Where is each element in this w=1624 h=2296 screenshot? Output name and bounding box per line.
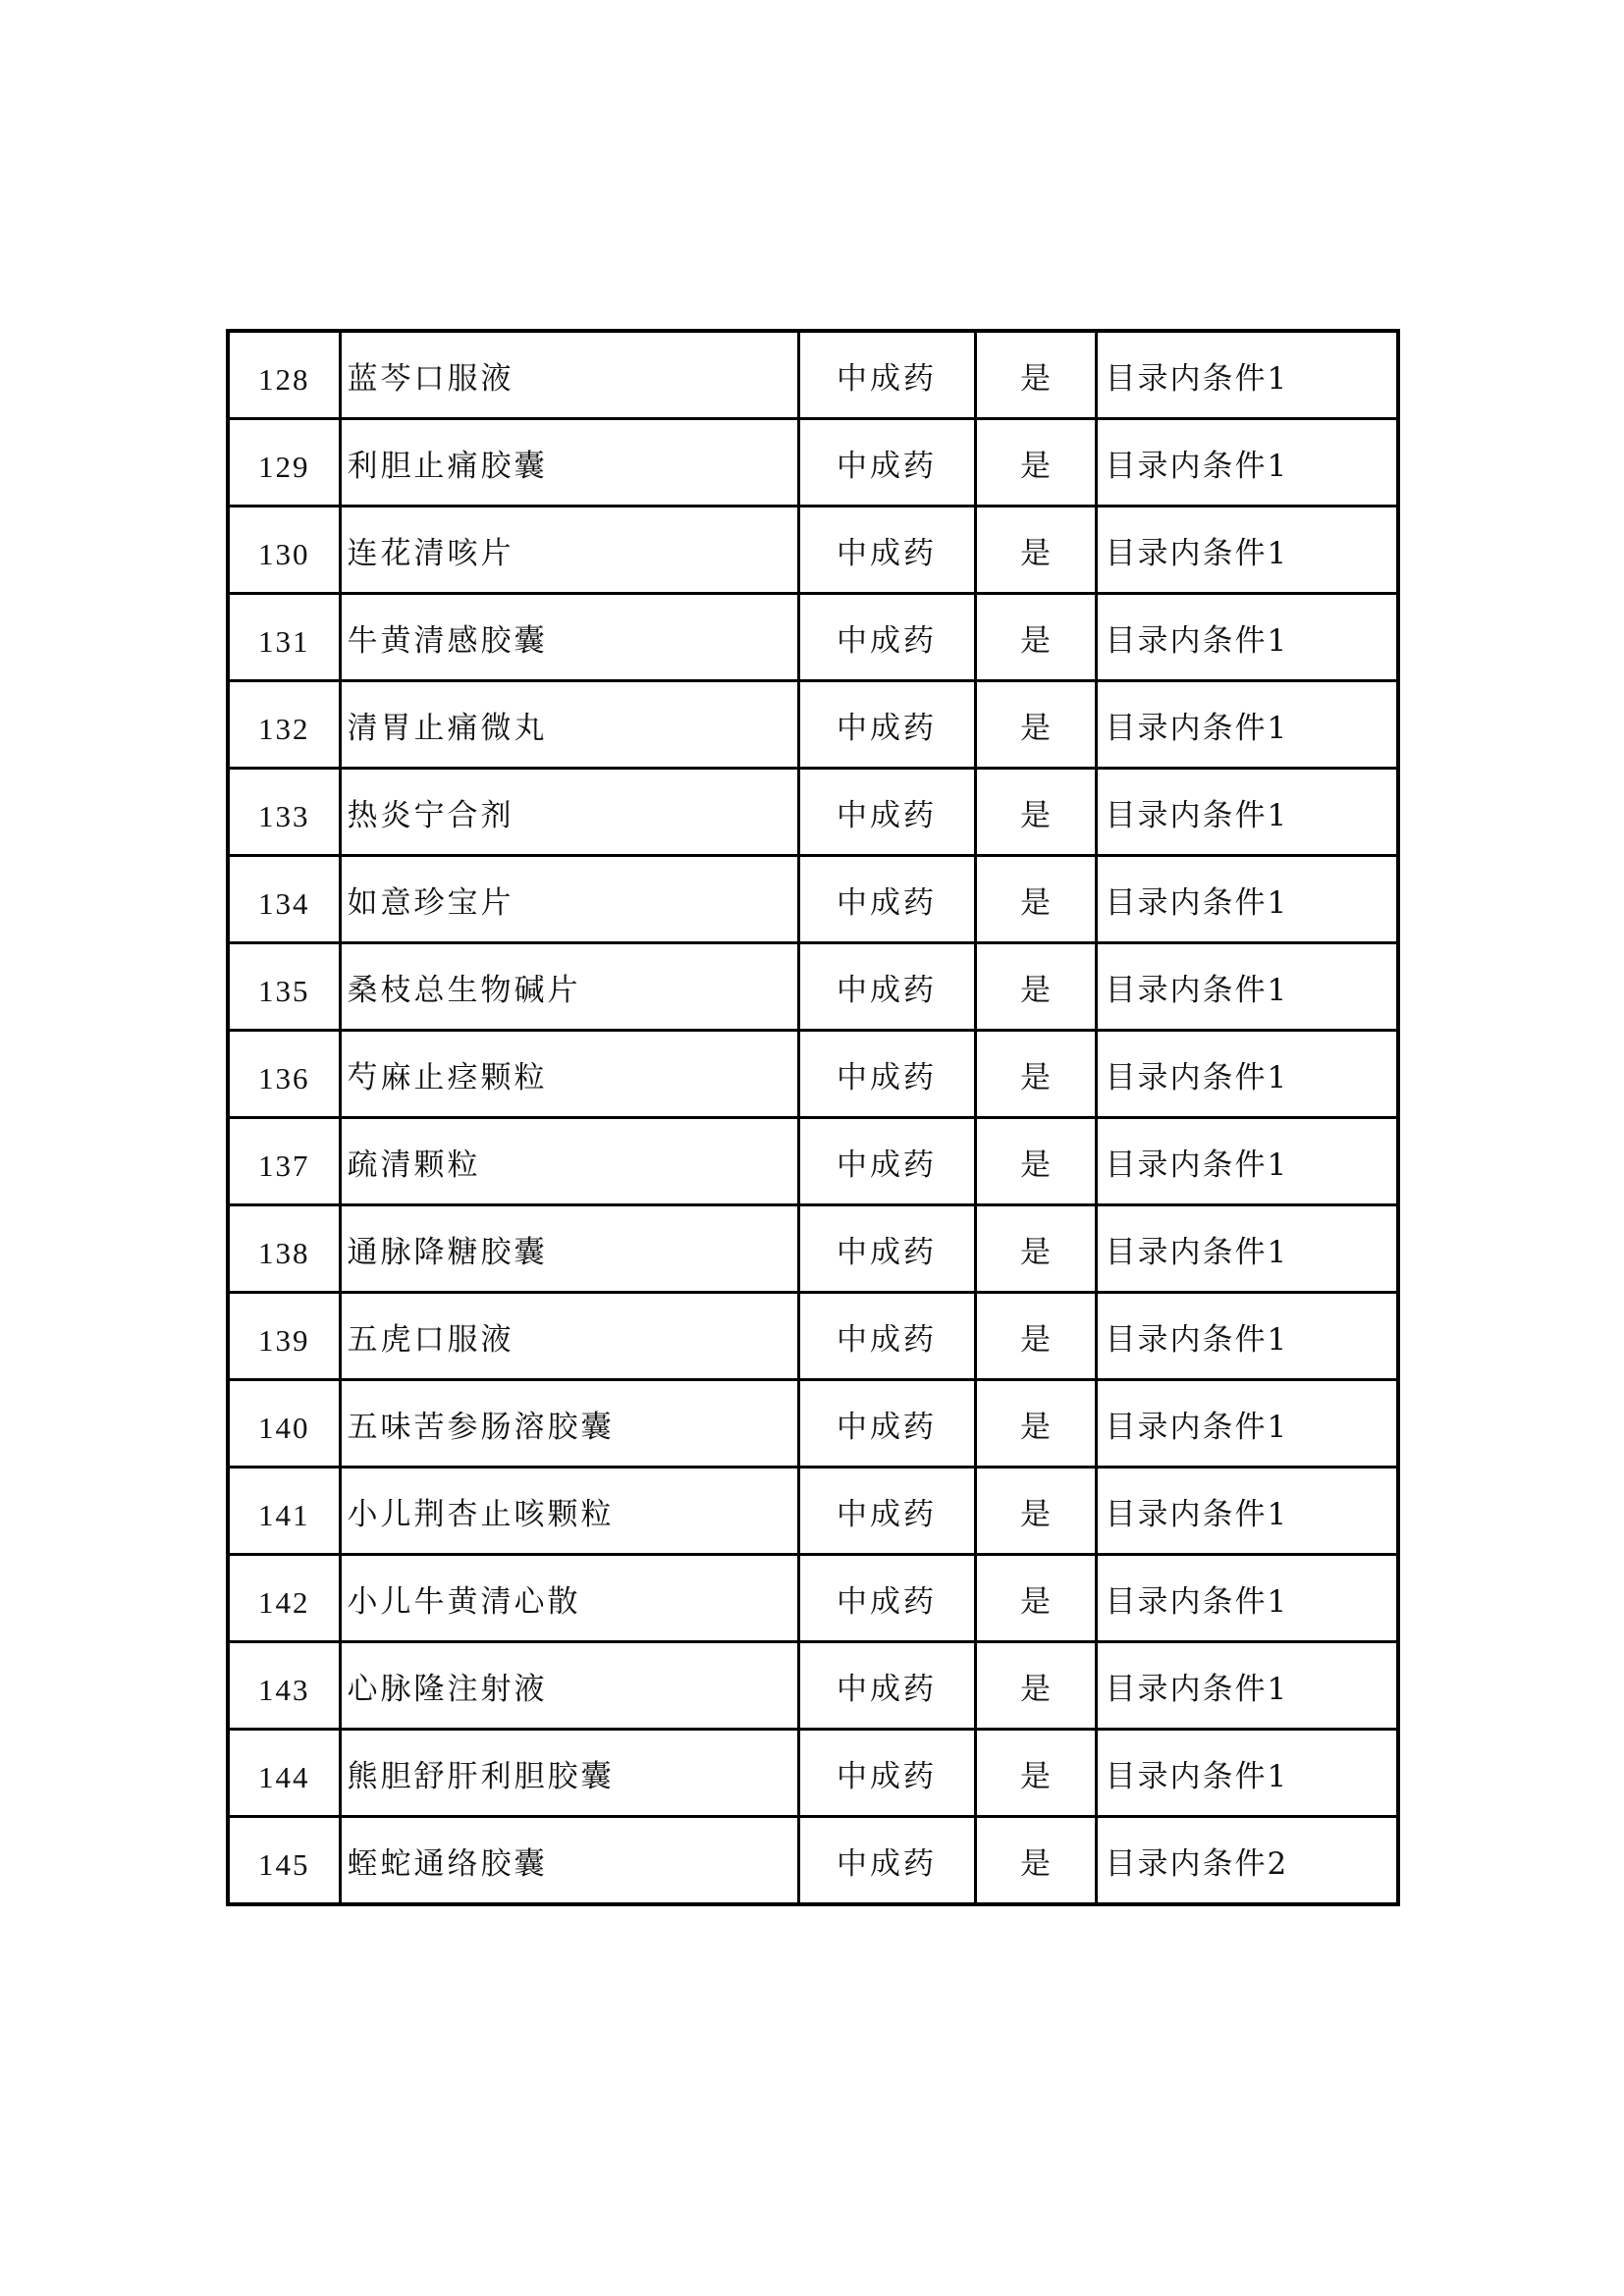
flag-value: 是 (1020, 972, 1051, 1008)
drug-type-cell (798, 856, 975, 943)
drug-type: 中成药 (837, 1321, 937, 1358)
row-number-cell (228, 1730, 340, 1817)
row-number: 145 (258, 1846, 310, 1882)
drug-name-cell (340, 1730, 798, 1817)
drug-type-cell (798, 1468, 975, 1555)
drug-type-cell (798, 419, 975, 507)
table-row (228, 1293, 1398, 1380)
condition-value: 目录内条件1 (1105, 1496, 1289, 1532)
drug-name-cell (340, 1642, 798, 1730)
row-number-cell (228, 331, 340, 419)
drug-type: 中成药 (837, 1845, 937, 1882)
drug-name: 连花清咳片 (347, 535, 514, 571)
row-number-cell (228, 856, 340, 943)
drug-type-cell (798, 943, 975, 1031)
row-number: 133 (258, 798, 310, 833)
drug-type-cell (798, 769, 975, 856)
condition-cell (1096, 681, 1398, 769)
table-row (228, 1031, 1398, 1118)
drug-type: 中成药 (837, 1234, 937, 1270)
drug-type-cell (798, 1817, 975, 1905)
flag-cell (975, 681, 1096, 769)
row-number: 129 (258, 449, 310, 484)
row-number: 143 (258, 1672, 310, 1707)
table-row (228, 943, 1398, 1031)
row-number-cell (228, 1205, 340, 1293)
flag-cell (975, 1642, 1096, 1730)
drug-name-cell (340, 856, 798, 943)
condition-cell (1096, 943, 1398, 1031)
row-number: 139 (258, 1322, 310, 1358)
row-number-cell (228, 769, 340, 856)
drug-name: 牛黄清感胶囊 (347, 622, 548, 659)
flag-cell (975, 1817, 1096, 1905)
table-row (228, 331, 1398, 419)
condition-value: 目录内条件1 (1105, 622, 1289, 659)
flag-value: 是 (1020, 1845, 1051, 1882)
table-row (228, 419, 1398, 507)
condition-cell (1096, 1380, 1398, 1468)
flag-value: 是 (1020, 710, 1051, 746)
drug-name: 熊胆舒肝利胆胶囊 (347, 1758, 615, 1794)
table-row (228, 594, 1398, 681)
drug-name-cell (340, 1293, 798, 1380)
condition-cell (1096, 594, 1398, 681)
table-row (228, 1817, 1398, 1905)
flag-value: 是 (1020, 1234, 1051, 1270)
drug-type: 中成药 (837, 448, 937, 484)
drug-name-cell (340, 331, 798, 419)
drug-name-cell (340, 594, 798, 681)
condition-value: 目录内条件1 (1105, 972, 1289, 1008)
condition-cell (1096, 769, 1398, 856)
row-number: 144 (258, 1759, 310, 1794)
row-number-cell (228, 1118, 340, 1205)
drug-type-cell (798, 1031, 975, 1118)
condition-value: 目录内条件1 (1105, 1059, 1289, 1095)
row-number-cell (228, 943, 340, 1031)
drug-type: 中成药 (837, 1496, 937, 1532)
flag-cell (975, 769, 1096, 856)
drug-name: 心脉隆注射液 (347, 1671, 548, 1707)
drug-name-cell (340, 1205, 798, 1293)
condition-value: 目录内条件1 (1105, 1409, 1289, 1445)
flag-value: 是 (1020, 1147, 1051, 1183)
condition-value: 目录内条件1 (1105, 1234, 1289, 1270)
condition-cell (1096, 331, 1398, 419)
row-number: 138 (258, 1235, 310, 1270)
row-number: 137 (258, 1148, 310, 1183)
drug-type: 中成药 (837, 1409, 937, 1445)
table-row (228, 1730, 1398, 1817)
drug-type: 中成药 (837, 1758, 937, 1794)
drug-type-cell (798, 1118, 975, 1205)
flag-cell (975, 1293, 1096, 1380)
flag-value: 是 (1020, 1321, 1051, 1358)
flag-value: 是 (1020, 1409, 1051, 1445)
drug-name: 桑枝总生物碱片 (347, 972, 581, 1008)
drug-name: 五味苦参肠溶胶囊 (347, 1409, 615, 1445)
drug-name: 芍麻止痉颗粒 (347, 1059, 548, 1095)
row-number: 132 (258, 711, 310, 746)
drug-type-cell (798, 681, 975, 769)
row-number-cell (228, 1293, 340, 1380)
flag-cell (975, 331, 1096, 419)
flag-value: 是 (1020, 1059, 1051, 1095)
flag-value: 是 (1020, 448, 1051, 484)
flag-value: 是 (1020, 1758, 1051, 1794)
flag-value: 是 (1020, 1583, 1051, 1620)
drug-name-cell (340, 1031, 798, 1118)
row-number-cell (228, 1642, 340, 1730)
table-row (228, 1642, 1398, 1730)
table-row (228, 507, 1398, 594)
condition-value: 目录内条件1 (1105, 710, 1289, 746)
condition-cell (1096, 856, 1398, 943)
table-row (228, 1468, 1398, 1555)
drug-name: 通脉降糖胶囊 (347, 1234, 548, 1270)
table-row (228, 1205, 1398, 1293)
condition-cell (1096, 419, 1398, 507)
condition-cell (1096, 1555, 1398, 1642)
drug-name: 清胃止痛微丸 (347, 710, 548, 746)
drug-type: 中成药 (837, 622, 937, 659)
drug-type: 中成药 (837, 1147, 937, 1183)
flag-value: 是 (1020, 1496, 1051, 1532)
condition-value: 目录内条件1 (1105, 448, 1289, 484)
condition-cell (1096, 1118, 1398, 1205)
drug-name: 利胆止痛胶囊 (347, 448, 548, 484)
flag-value: 是 (1020, 884, 1051, 921)
condition-value: 目录内条件1 (1105, 797, 1289, 833)
drug-name-cell (340, 419, 798, 507)
row-number-cell (228, 1817, 340, 1905)
drug-name: 五虎口服液 (347, 1321, 514, 1358)
row-number: 136 (258, 1060, 310, 1095)
condition-value: 目录内条件1 (1105, 1583, 1289, 1620)
flag-cell (975, 1031, 1096, 1118)
drug-type-cell (798, 331, 975, 419)
condition-cell (1096, 1293, 1398, 1380)
row-number: 140 (258, 1410, 310, 1445)
drug-type-cell (798, 507, 975, 594)
flag-value: 是 (1020, 535, 1051, 571)
drug-name-cell (340, 1380, 798, 1468)
drug-type-cell (798, 1205, 975, 1293)
drug-type: 中成药 (837, 797, 937, 833)
drug-name-cell (340, 1118, 798, 1205)
drug-type-cell (798, 594, 975, 681)
condition-value: 目录内条件1 (1105, 1671, 1289, 1707)
condition-cell (1096, 1817, 1398, 1905)
row-number-cell (228, 419, 340, 507)
drug-type: 中成药 (837, 884, 937, 921)
condition-cell (1096, 1031, 1398, 1118)
row-number-cell (228, 681, 340, 769)
flag-cell (975, 419, 1096, 507)
flag-value: 是 (1020, 797, 1051, 833)
drug-name: 如意珍宝片 (347, 884, 514, 921)
condition-cell (1096, 1205, 1398, 1293)
table-row (228, 1118, 1398, 1205)
flag-cell (975, 1118, 1096, 1205)
condition-value: 目录内条件1 (1105, 884, 1289, 921)
drug-name-cell (340, 769, 798, 856)
row-number: 130 (258, 536, 310, 571)
drug-type-cell (798, 1555, 975, 1642)
row-number-cell (228, 507, 340, 594)
condition-cell (1096, 507, 1398, 594)
drug-name: 小儿牛黄清心散 (347, 1583, 581, 1620)
drug-list-table (226, 329, 1400, 1906)
flag-cell (975, 1205, 1096, 1293)
drug-type: 中成药 (837, 972, 937, 1008)
table-row (228, 856, 1398, 943)
drug-name-cell (340, 943, 798, 1031)
flag-cell (975, 507, 1096, 594)
row-number: 142 (258, 1584, 310, 1620)
table-row (228, 1380, 1398, 1468)
row-number: 141 (258, 1497, 310, 1532)
condition-value: 目录内条件1 (1105, 1758, 1289, 1794)
condition-cell (1096, 1468, 1398, 1555)
row-number: 134 (258, 885, 310, 921)
drug-name: 疏清颗粒 (347, 1147, 481, 1183)
flag-cell (975, 856, 1096, 943)
condition-value: 目录内条件2 (1105, 1845, 1289, 1882)
drug-name-cell (340, 1817, 798, 1905)
drug-type: 中成药 (837, 1059, 937, 1095)
drug-name: 小儿荆杏止咳颗粒 (347, 1496, 615, 1532)
flag-cell (975, 1730, 1096, 1817)
drug-type: 中成药 (837, 535, 937, 571)
row-number: 135 (258, 973, 310, 1008)
flag-cell (975, 1380, 1096, 1468)
drug-type-cell (798, 1380, 975, 1468)
drug-type-cell (798, 1642, 975, 1730)
row-number-cell (228, 1380, 340, 1468)
drug-name-cell (340, 1555, 798, 1642)
row-number-cell (228, 1555, 340, 1642)
drug-name: 蓝芩口服液 (347, 360, 514, 397)
drug-name-cell (340, 1468, 798, 1555)
table-row (228, 681, 1398, 769)
drug-name-cell (340, 507, 798, 594)
table-row (228, 769, 1398, 856)
drug-name: 热炎宁合剂 (347, 797, 514, 833)
drug-type-cell (798, 1730, 975, 1817)
flag-value: 是 (1020, 360, 1051, 397)
flag-cell (975, 1555, 1096, 1642)
drug-type: 中成药 (837, 1583, 937, 1620)
condition-cell (1096, 1642, 1398, 1730)
row-number: 131 (258, 623, 310, 659)
flag-cell (975, 943, 1096, 1031)
condition-value: 目录内条件1 (1105, 535, 1289, 571)
flag-cell (975, 594, 1096, 681)
drug-name: 蛭蛇通络胶囊 (347, 1845, 548, 1882)
drug-type: 中成药 (837, 360, 937, 397)
drug-type-cell (798, 1293, 975, 1380)
drug-type: 中成药 (837, 1671, 937, 1707)
condition-value: 目录内条件1 (1105, 1321, 1289, 1358)
drug-name-cell (340, 681, 798, 769)
table-row (228, 1555, 1398, 1642)
flag-value: 是 (1020, 1671, 1051, 1707)
drug-type: 中成药 (837, 710, 937, 746)
flag-cell (975, 1468, 1096, 1555)
drug-table-body (228, 331, 1398, 1904)
flag-value: 是 (1020, 622, 1051, 659)
row-number-cell (228, 594, 340, 681)
condition-cell (1096, 1730, 1398, 1817)
row-number-cell (228, 1468, 340, 1555)
row-number-cell (228, 1031, 340, 1118)
condition-value: 目录内条件1 (1105, 360, 1289, 397)
condition-value: 目录内条件1 (1105, 1147, 1289, 1183)
row-number: 128 (258, 361, 310, 397)
